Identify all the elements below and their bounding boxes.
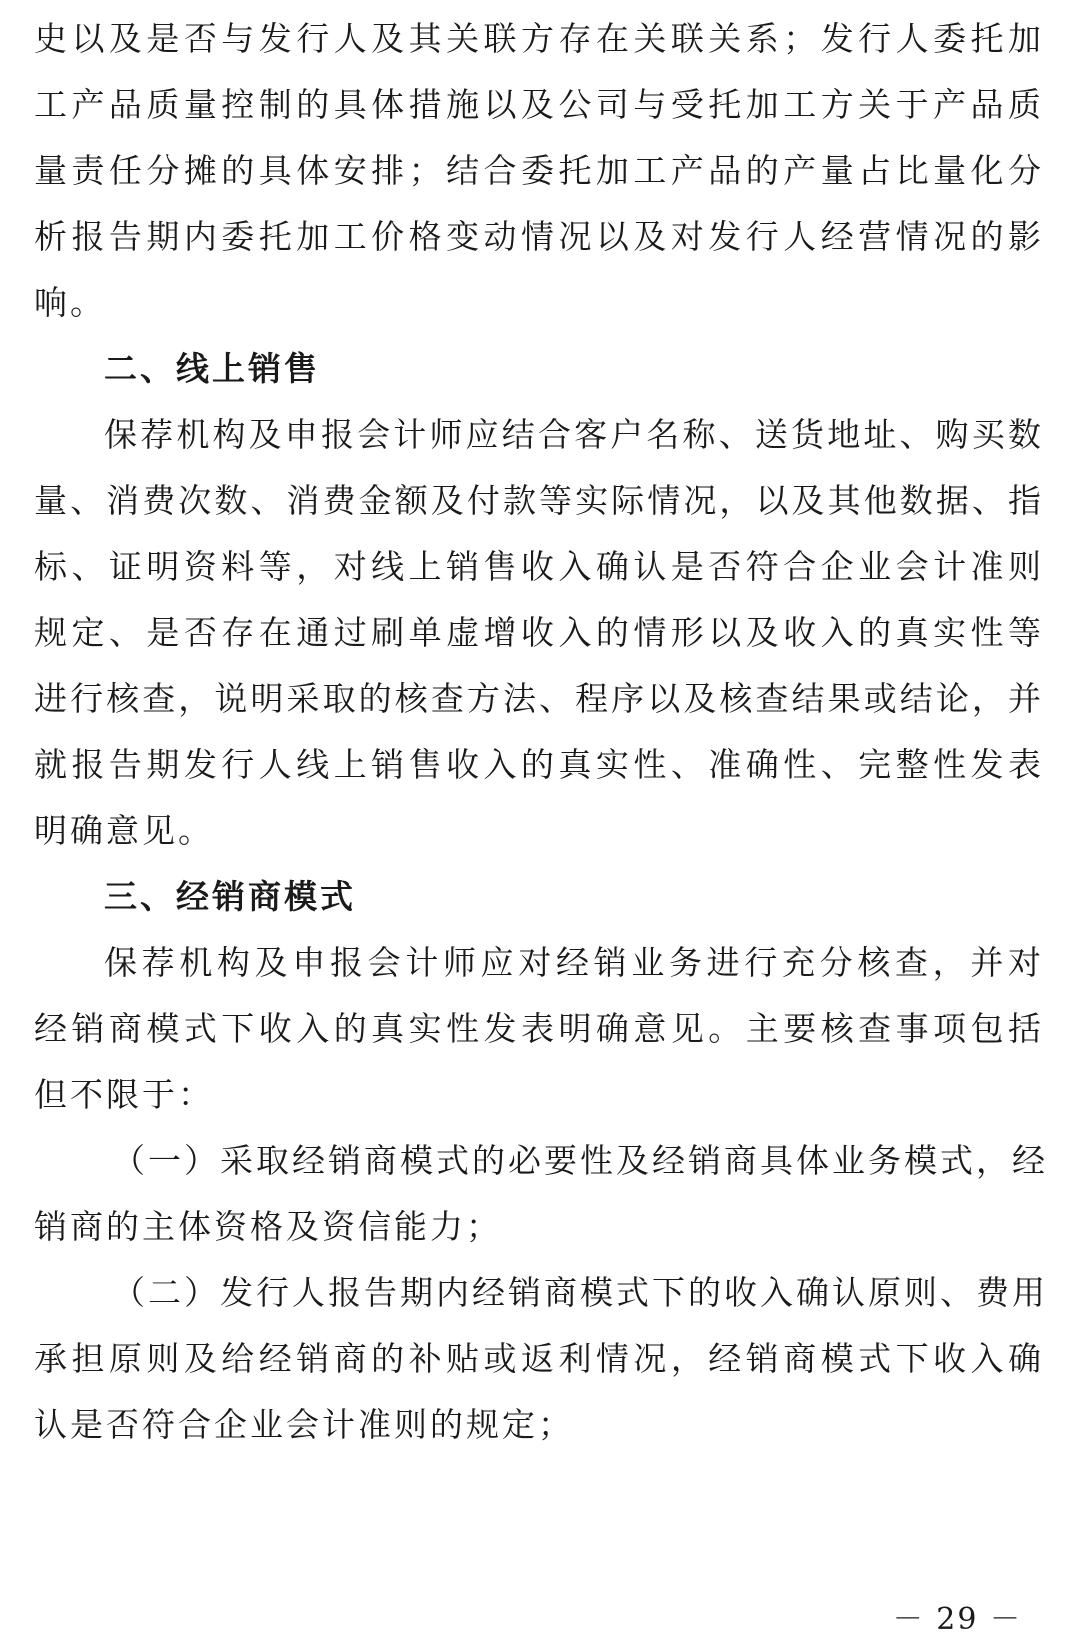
text-line: 工产品质量控制的具体措施以及公司与受托加工方关于产品质 — [34, 85, 1044, 124]
list-item-2 — [34, 1260, 1048, 1458]
text-line: 进行核查，说明采取的核查方法、程序以及核查结果或结论，并 — [34, 679, 1044, 718]
text-line: 承担原则及给经销商的补贴或返利情况，经销商模式下收入确 — [34, 1339, 1044, 1378]
text-line: 就报告期发行人线上销售收入的真实性、准确性、完整性发表 — [34, 745, 1044, 784]
list-item-1 — [34, 1128, 1048, 1260]
paragraph-distributor-intro — [34, 930, 1044, 1128]
text-line: 保荐机构及申报会计师应结合客户名称、送货地址、购买数 — [104, 415, 1044, 454]
page-number: － 29 － — [892, 1602, 1022, 1637]
text-line: （二）发行人报告期内经销商模式下的收入确认原则、费用 — [112, 1273, 1048, 1312]
text-line: 保荐机构及申报会计师应对经销业务进行充分核查，并对 — [104, 943, 1044, 982]
paragraph-continued — [34, 6, 1044, 336]
text-line: 经销商模式下收入的真实性发表明确意见。主要核查事项包括 — [34, 1009, 1044, 1048]
text-line: 析报告期内委托加工价格变动情况以及对发行人经营情况的影 — [34, 217, 1044, 256]
text-line: 量责任分摊的具体安排；结合委托加工产品的产量占比量化分 — [34, 151, 1044, 190]
text-line: 但不限于： — [34, 1075, 214, 1114]
text-line: 规定、是否存在通过刷单虚增收入的情形以及收入的真实性等 — [34, 613, 1044, 652]
text-line: 量、消费次数、消费金额及付款等实际情况，以及其他数据、指 — [34, 481, 1044, 520]
text-line: 史以及是否与发行人及其关联方存在关联关系；发行人委托加 — [34, 19, 1044, 58]
section-heading-online-sales: 二、线上销售 — [104, 349, 320, 388]
text-line: 销商的主体资格及资信能力； — [34, 1207, 502, 1246]
paragraph-online-sales — [34, 402, 1044, 864]
text-line: 标、证明资料等，对线上销售收入确认是否符合企业会计准则 — [34, 547, 1044, 586]
text-line: 响。 — [34, 283, 106, 322]
document-body — [34, 6, 1048, 1458]
text-line: 明确意见。 — [34, 811, 214, 850]
section-heading-distributor-model: 三、经销商模式 — [104, 877, 356, 916]
text-line: （一）采取经销商模式的必要性及经销商具体业务模式，经 — [112, 1141, 1048, 1180]
text-line: 认是否符合企业会计准则的规定； — [34, 1405, 574, 1444]
